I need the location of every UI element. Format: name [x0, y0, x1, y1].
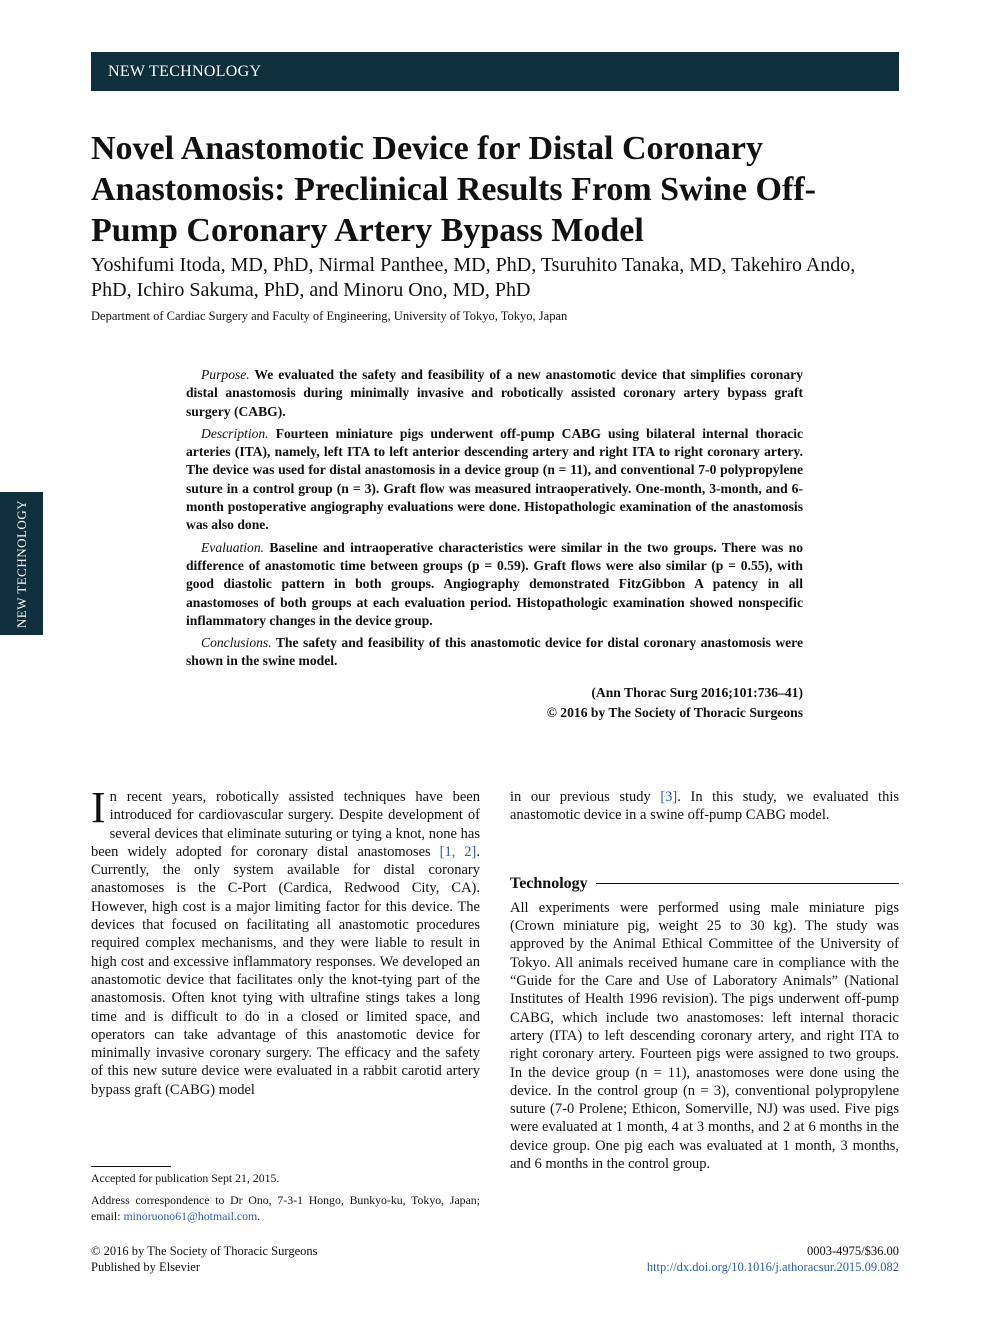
abstract-description [186, 425, 803, 535]
footnotes [91, 1170, 480, 1230]
body-column-right [510, 788, 899, 1173]
intro-paragraph [91, 783, 480, 1099]
footnote-divider [91, 1166, 171, 1167]
drop-cap: I [91, 783, 106, 832]
abstract-evaluation [186, 539, 803, 630]
side-tab-label: NEW TECHNOLOGY [13, 499, 29, 628]
abstract [186, 366, 803, 723]
reference-link-3[interactable]: [3] [660, 789, 678, 805]
journal-citation: (Ann Thorac Surg 2016;101:736–41) [591, 684, 803, 700]
reference-link-1-2[interactable]: [1, 2] [439, 843, 477, 860]
conclusions-text: The safety and feasibility of this anastomotic device for distal coronary anastomosis were shown in the swine model. [186, 635, 804, 669]
author-list: Yoshifumi Itoda, MD, PhD, Nirmal Panthee, MD, PhD, Tsuruhito Tanaka, MD, Takehiro Ando, PhD, Ichiro Sakuma, PhD, and Minoru Ono, MD, PhD [91, 254, 856, 301]
footer-publisher: Published by Elsevier [91, 1260, 201, 1274]
footer-right [647, 1243, 899, 1275]
body-column-left [91, 783, 480, 1099]
side-section-tab [0, 492, 43, 635]
doi-link[interactable]: http://dx.doi.org/10.1016/j.athoracsur.2015.09.082 [646, 1260, 899, 1274]
abstract-purpose [186, 366, 803, 421]
technology-paragraph: All experiments were performed using male miniature pigs (Crown miniature pig, weight 25 to 30 kg). The study was approved by the Animal Ethical Committee of the University of Tokyo. All animals received humane care in compliance with the “Guide for the Care and Use of Laboratory Animals” (National Institutes of Health 1996 revision). The pigs underwent off-pump CABG, which include two anastomoses: left internal thoracic artery (ITA) to left descending coronary artery, and right ITA to right coronary artery. Fourteen pigs were assigned to two groups. In the device group (n = 11), anastomoses were done using the device. In the control group (n = 3), conventional polypropylene suture (7-0 Prolene; Ethicon, Somerville, NJ) was used. Five pigs were evaluated at 1 month, 4 at 3 months, and 2 at 6 months in the device group. One pig each was evaluated at 1 month, 3 months, and 6 months in the control group. [510, 899, 899, 1173]
section-rule [596, 883, 899, 884]
intro-text-2: . Currently, the only system available for distal coronary anastomoses is the C-Port (Cardica, Redwood City, CA). However, high cost is a major limiting factor for this device. The devices that focused on facilitating all anastomotic procedures required complex mechanisms, and they were liable to result in high cost and excessive inflammatory responses. We developed an anastomotic device that facilitates only the knot-tying part of the anastomosis. Often knot tying with ultrafine stings takes a long time and is difficult to do in a closed or limited space, and operators can take advantage of this anastomotic device for minimally invasive coronary surgery. The efficacy and the safety of this new suture device were evaluated in a rabbit carotid artery bypass graft (CABG) model [91, 843, 480, 1098]
abstract-citation [186, 683, 803, 723]
affiliation: Department of Cardiac Surgery and Faculty of Engineering, University of Tokyo, Tokyo, Japan [91, 309, 568, 323]
intro-text-1: n recent years, robotically assisted techniques have been introduced for cardiovascular surgery. Despite development of several devices that eliminate suturing or tying a knot, none has been widely adopted for coronary distal anastomoses [91, 789, 480, 860]
intro-continued [510, 788, 899, 825]
intro-cont-text-2: . In this study, we evaluated this anastomotic device in a swine off-pump CABG model. [510, 789, 899, 824]
correspondence-end: . [257, 1209, 261, 1223]
footer-copyright: © 2016 by The Society of Thoracic Surgeons [91, 1244, 318, 1258]
purpose-label: Purpose. [201, 367, 250, 382]
footer-left [91, 1243, 317, 1275]
purpose-text: We evaluated the safety and feasibility of a new anastomotic device that simplifies coronary distal anastomosis during minimally invasive and robotically assisted coronary artery bypass graft surgery (CABG). [186, 367, 803, 419]
section-heading [510, 875, 899, 893]
description-text: Fourteen miniature pigs underwent off-pump CABG using bilateral internal thoracic arteries (ITA), namely, left ITA to left anterior descending artery and right ITA to right coronary artery. The device was used for distal anastomosis in a device group (n = 11), and conventional 7-0 polypropylene suture in a control group (n = 3). Graft flow was measured intraoperatively. One-month, 3-month, and 6-month postoperative angiography evaluations were done. Histopathologic examination of the anastomosis was also done. [186, 425, 804, 533]
accepted-note: Accepted for publication Sept 21, 2015. [91, 1171, 280, 1185]
correspondence-address: Address correspondence to Dr Ono, 7-3-1 Hongo, Bunkyo-ku, Tokyo, Japan; email: [91, 1193, 480, 1223]
email-link[interactable]: minoruono61@hotmail.com [123, 1209, 258, 1223]
banner-label: NEW TECHNOLOGY [108, 63, 262, 80]
article-title: Novel Anastomotic Device for Distal Coronary Anastomosis: Preclinical Results From Swine Off-Pump Coronary Artery Bypass Model [91, 130, 816, 249]
correspondence-note [91, 1192, 480, 1224]
evaluation-label: Evaluation. [201, 539, 265, 555]
evaluation-text: Baseline and intraoperative characteristics were similar in the two groups. There was no difference of anastomotic time between groups (p = 0.59). Graft flows were also similar (p = 0.55), with good diastolic pattern in both groups. Angiography demonstrated FitzGibbon A patency in all anastomoses of both groups at each evaluation period. Histopathologic examination showed nonspecific inflammatory changes in the device group. [186, 539, 803, 628]
abstract-copyright: © 2016 by The Society of Thoracic Surgeons [546, 704, 803, 720]
intro-cont-text-1: in our previous study [510, 789, 661, 805]
section-title: Technology [510, 874, 588, 892]
section-banner [91, 52, 899, 91]
description-label: Description. [201, 425, 269, 441]
footer-issn: 0003-4975/$36.00 [806, 1244, 899, 1258]
conclusions-label: Conclusions. [201, 635, 272, 651]
abstract-conclusions [186, 634, 803, 671]
